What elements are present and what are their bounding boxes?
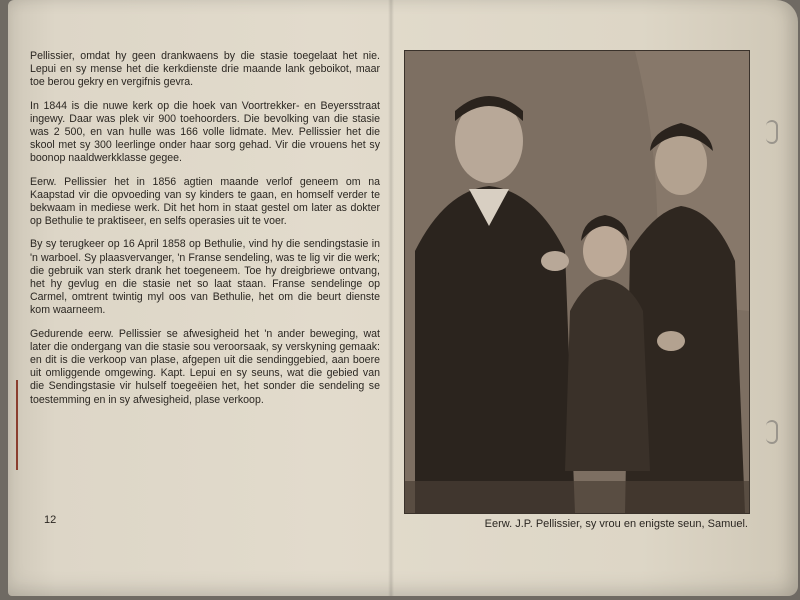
paragraph-2: In 1844 is die nuwe kerk op die hoek van Voortrekker- en Beyersstraat ingewy. Daar was plek vir 900 toehoorders. Die bevolking van die stasie was 2 500, en van hulle was 166 volle lidmate. Mev. Pellissier het die skool met sy 300 leerlinge onder haar sorg gehad. Vir die vrouens het sy boonop naaldwerkklasse gegee. (30, 99, 380, 165)
booklet-spread (8, 0, 798, 596)
paragraph-1: Pellissier, omdat hy geen drankwaens by die stasie toegelaat het nie. Lepui en sy mense het die kerkdienste drie maande lank geboikot, maar toe berou gekry en vergifnis gevra. (30, 50, 380, 89)
portrait-illustration (405, 51, 749, 513)
page-fold (388, 0, 394, 596)
staple-top (766, 120, 778, 144)
binding-mark (16, 380, 18, 470)
page-number: 12 (44, 514, 57, 526)
boy-suit (565, 279, 650, 471)
woman-hand (657, 331, 685, 351)
family-portrait-photo (404, 50, 750, 514)
man-coat (415, 186, 575, 513)
man-hand (541, 251, 569, 271)
photo-caption: Eerw. J.P. Pellissier, sy vrou en enigste seun, Samuel. (484, 518, 748, 530)
paragraph-5: Gedurende eerw. Pellissier se afwesigheid het 'n ander beweging, wat later die ondergang van die stasie sou veroorsaak, sy verskyning gemaak: en dit is die verkoop van plase, afgepen uit die sendinggebied, aan boere uit omliggende omgewing. Kapt. Lepui en sy seuns, wat die gebied van die Sendingstasie vir hulself toegeëien het, het sonder die sendeling se toestemming en in sy afwesigheid, plase verkoop. (30, 327, 380, 406)
paragraph-4: By sy terugkeer op 16 April 1858 op Bethulie, vind hy die sendingstasie in 'n warboel. Sy plaasvervanger, 'n Franse sendeling, was te lig vir die werk; die gebruik van sterk drank het toegeneem. Toe hy dreigbriewe ontvang, het hy gevlug en die stasie net so laat staan. Franse sendelinge op Carmel, omtrent twintig myl oos van Bethulie, het om die beurt dienste kom waarneem. (30, 238, 380, 317)
paragraph-3: Eerw. Pellissier het in 1856 agtien maande verlof geneem om na Kaapstad vir die opvoeding van sy kinders te gaan, en homself verder te bekwaam in mediese werk. Dit het hom in staat gestel om later as dokter op Bethulie te praktiseer, en selfs operasies uit te voer. (30, 175, 380, 228)
boy-face (583, 225, 627, 277)
staple-bottom (766, 420, 778, 444)
left-page-text (30, 50, 380, 530)
floor (405, 481, 749, 513)
